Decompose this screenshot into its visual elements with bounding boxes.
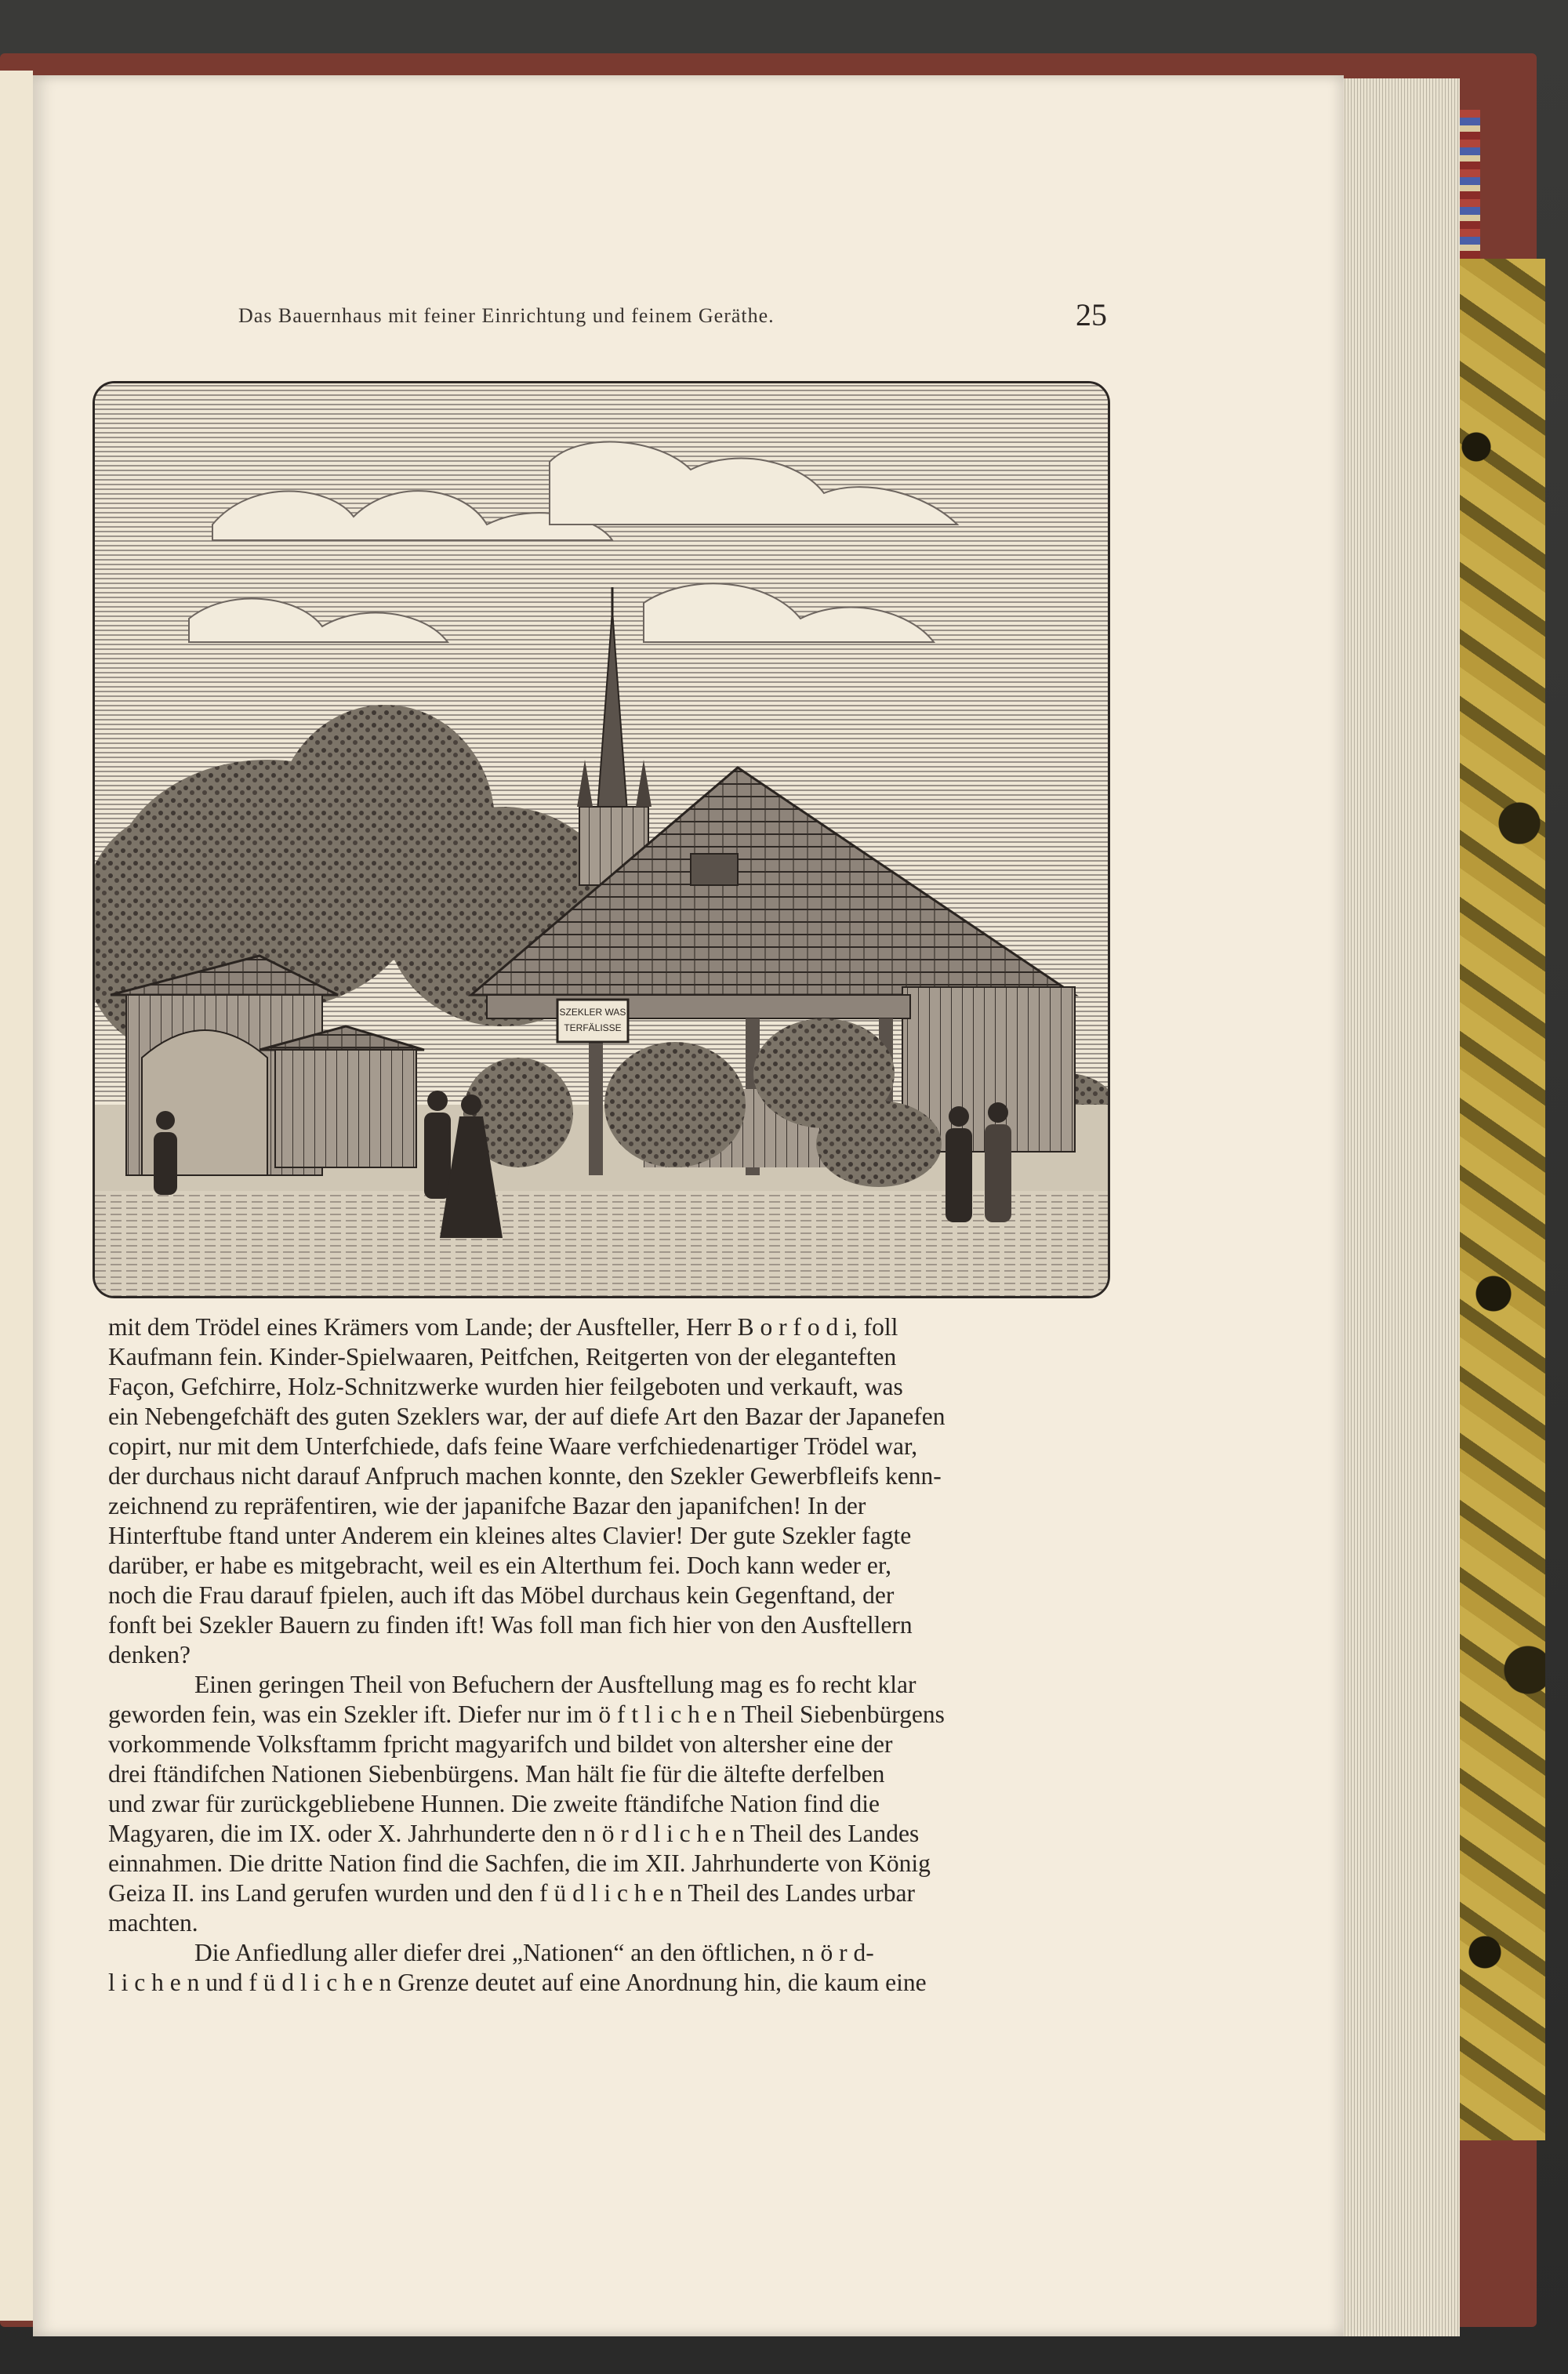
marbled-endpaper <box>1457 259 1545 2140</box>
text-line: l i c h e n und f ü d l i c h e n Grenze deutet auf eine Anordnung hin, die kaum eine <box>108 1969 927 1996</box>
sign-line-1: SZEKLER WAS <box>559 1007 626 1018</box>
text-line: copirt, nur mit dem Unterfchiede, dafs feine Waare verfchiedenartiger Trödel war, <box>108 1432 918 1460</box>
text-line: Façon, Gefchirre, Holz-Schnitzwerke wurden hier feilgeboten und verkauft, was <box>108 1373 903 1400</box>
text-line: noch die Frau darauf fpielen, auch ift das Möbel durchaus kein Gegenftand, der <box>108 1581 895 1609</box>
sign-line-2: TERFÄLISSE <box>564 1022 622 1033</box>
text-line: und zwar für zurückgebliebene Hunnen. Die zweite ftändifche Nation find die <box>108 1790 880 1817</box>
paragraph-start-line: Einen geringen Theil von Befuchern der Ausftellung mag es fo recht klar <box>194 1671 916 1698</box>
paragraph-start-line: Die Anfiedlung aller diefer drei „Nationen“ an den öftlichen, n ö r d- <box>194 1939 874 1966</box>
page-number: 25 <box>1076 297 1107 332</box>
body-text <box>108 1312 1120 1998</box>
text-line: geworden fein, was ein Szekler ift. Diefer nur im ö f t l i c h e n Theil Siebenbürgens <box>108 1701 945 1728</box>
text-line: drei ftändifchen Nationen Siebenbürgens. Man hält fie für die ältefte derfelben <box>108 1760 885 1788</box>
running-head: Das Bauernhaus mit feiner Einrichtung und feinem Geräthe. <box>238 304 775 327</box>
text-line: Kaufmann fein. Kinder-Spielwaaren, Peitfchen, Reitgerten von der eleganteften <box>108 1343 897 1370</box>
text-line: denken? <box>108 1641 191 1668</box>
text-line: darüber, er habe es mitgebracht, weil es ein Alterthum fei. Doch kann weder er, <box>108 1552 891 1579</box>
text-line: ein Nebengefchäft des guten Szeklers war, der auf diefe Art den Bazar der Japanefen <box>108 1403 946 1430</box>
engraving-svg <box>95 383 1108 1296</box>
text-line: einnahmen. Die dritte Nation find die Sachfen, die im XII. Jahrhunderte von König <box>108 1849 931 1877</box>
text-line: Hinterftube ftand unter Anderem ein kleines altes Clavier! Der gute Szekler fagte <box>108 1522 912 1549</box>
text-line: Geiza II. ins Land gerufen wurden und den f ü d l i c h e n Theil des Landes urbar <box>108 1879 915 1907</box>
text-line: machten. <box>108 1909 198 1937</box>
text-line: der durchaus nicht darauf Anfpruch machen konnte, den Szekler Gewerbfleifs kenn- <box>108 1462 942 1490</box>
text-line: Magyaren, die im IX. oder X. Jahrhunderte den n ö r d l i c h e n Theil des Landes <box>108 1820 920 1847</box>
page-edges <box>1342 78 1460 2336</box>
text-line: fonft bei Szekler Bauern zu finden ift! Was foll man fich hier von den Ausftellern <box>108 1611 913 1639</box>
text-line: zeichnend zu repräfentiren, wie der japanifche Bazar den japanifchen! In der <box>108 1492 866 1519</box>
text-line: mit dem Trödel eines Krämers vom Lande; der Ausfteller, Herr B o r f o d i, foll <box>108 1313 898 1341</box>
left-page-edge <box>0 71 33 2321</box>
engraving-illustration <box>93 381 1110 1298</box>
text-line: vorkommende Volksftamm fpricht magyarifch und bildet von altersher eine der <box>108 1730 893 1758</box>
